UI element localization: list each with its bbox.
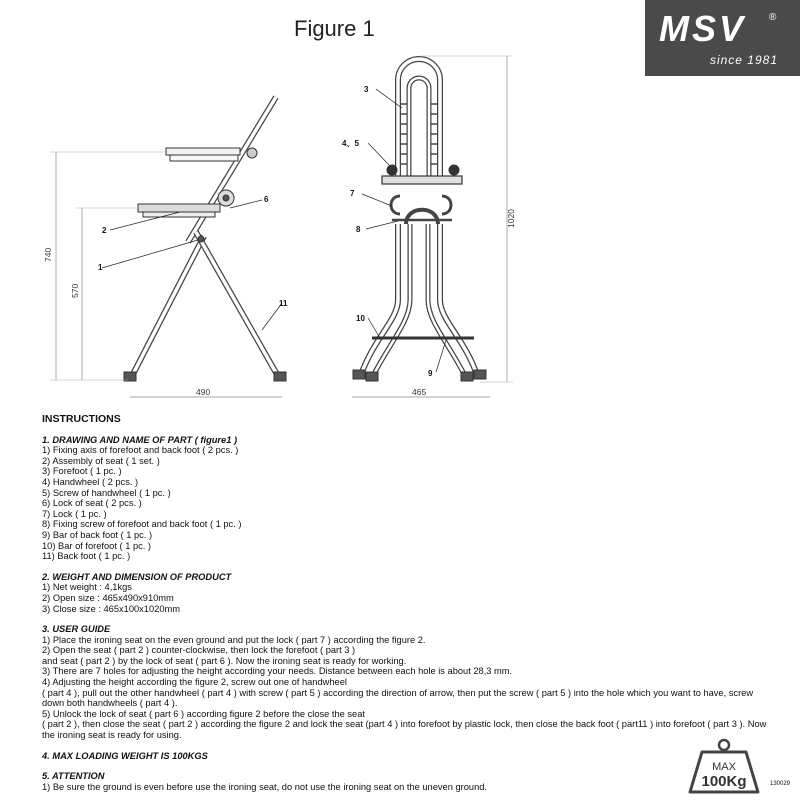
part-item: 9) Bar of back foot ( 1 pc. ) bbox=[42, 529, 153, 540]
weight-icon bbox=[688, 738, 760, 794]
section-1-heading: 1. DRAWING AND NAME OF PART ( figure1 ) bbox=[42, 434, 238, 445]
callout-7: 7 bbox=[350, 189, 355, 198]
part-item: 5) Screw of handwheel ( 1 pc. ) bbox=[42, 487, 171, 498]
guide-item: and seat ( part 2 ) by the lock of seat ( part 6 ). Now the ironing seat is ready for working. bbox=[42, 655, 407, 666]
callout-4-5: 4、5 bbox=[342, 139, 359, 148]
guide-item: ( part 2 ), then close the seat ( part 2 ) according the figure 2 and lock the seat (part 4 ) into forefoot by plastic lock, then close the back foot ( part11 ) into forefoot ( part 3 ). Now the ironing seat is ready for using. bbox=[42, 719, 767, 741]
part-item: 1) Fixing axis of forefoot and back foot ( 2 pcs. ) bbox=[42, 445, 239, 456]
callout-6: 6 bbox=[264, 195, 269, 204]
callout-3: 3 bbox=[364, 85, 369, 94]
section-4-heading: 4. MAX LOADING WEIGHT IS 100KGS bbox=[42, 750, 208, 761]
guide-item: 1) Place the ironing seat on the even ground and put the lock ( part 7 ) according the figure 2. bbox=[42, 634, 426, 645]
guide-item: 4) Adjusting the height according the figure 2, screw out one of handwheel bbox=[42, 677, 347, 688]
max-weight-badge bbox=[688, 738, 760, 794]
part-item: 10) Bar of forefoot ( 1 pc. ) bbox=[42, 540, 152, 551]
attention-item: 1) Be sure the ground is even before use the ironing seat, do not use the ironing seat on the uneven ground. bbox=[42, 781, 488, 792]
instructions-title: INSTRUCTIONS bbox=[42, 413, 121, 425]
logo-registered-mark: ® bbox=[769, 12, 777, 23]
side-view-drawing bbox=[50, 97, 286, 397]
part-item: 4) Handwheel ( 2 pcs. ) bbox=[42, 476, 139, 487]
dim-width-465: 465 bbox=[412, 387, 427, 397]
section-2-heading: 2. WEIGHT AND DIMENSION OF PRODUCT bbox=[42, 571, 232, 582]
guide-item: 3) There are 7 holes for adjusting the height according your needs. Distance between each hole is about 28,3 mm. bbox=[42, 666, 513, 677]
dim-height-570: 570 bbox=[70, 283, 80, 298]
part-item: 11) Back foot ( 1 pc. ) bbox=[42, 551, 131, 562]
part-item: 7) Lock ( 1 pc. ) bbox=[42, 508, 107, 519]
logo-since: since 1981 bbox=[709, 53, 778, 67]
callout-2: 2 bbox=[102, 226, 107, 235]
dim-height-740: 740 bbox=[43, 247, 53, 262]
figure-title: Figure 1 bbox=[294, 16, 375, 41]
dim-height-1020: 1020 bbox=[506, 209, 516, 228]
part-item: 3) Forefoot ( 1 pc. ) bbox=[42, 466, 122, 477]
spec-item: 3) Close size : 465x100x1020mm bbox=[42, 603, 180, 614]
part-item: 8) Fixing screw of forefoot and back foot ( 1 pc. ) bbox=[42, 519, 242, 530]
part-item: 6) Lock of seat ( 2 pcs. ) bbox=[42, 498, 142, 509]
weight-max-label: MAX bbox=[712, 761, 736, 773]
logo-brand: MSV bbox=[659, 8, 747, 49]
dim-width-490: 490 bbox=[196, 387, 211, 397]
guide-item: 2) Open the seat ( part 2 ) counter-clockwise, then lock the forefoot ( part 3 ) bbox=[42, 645, 356, 656]
guide-item: ( part 4 ), pull out the other handwheel ( part 4 ) with screw ( part 5 ) according the direction of arrow, then put the screw ( part 5 ) into the hole which you want to have, screw down both handwheels ( part 4 ). bbox=[42, 687, 754, 709]
spec-item: 1) Net weight : 4,1kgs bbox=[42, 582, 132, 593]
callout-1: 1 bbox=[98, 263, 103, 272]
part-item: 2) Assembly of seat ( 1 set. ) bbox=[42, 455, 160, 466]
callout-10: 10 bbox=[356, 314, 365, 323]
callout-9: 9 bbox=[428, 369, 433, 378]
instructions-block bbox=[42, 414, 772, 792]
callout-11: 11 bbox=[279, 299, 288, 308]
spec-item: 2) Open size : 465x490x910mm bbox=[42, 592, 174, 603]
product-code: 130029 bbox=[770, 781, 791, 787]
callout-8: 8 bbox=[356, 225, 361, 234]
guide-item: 5) Unlock the lock of seat ( part 6 ) according figure 2 before the close the seat bbox=[42, 708, 365, 719]
weight-value: 100Kg bbox=[701, 773, 747, 790]
section-5-heading: 5. ATTENTION bbox=[42, 771, 105, 782]
section-3-heading: 3. USER GUIDE bbox=[42, 624, 111, 635]
front-view-drawing bbox=[352, 56, 513, 397]
